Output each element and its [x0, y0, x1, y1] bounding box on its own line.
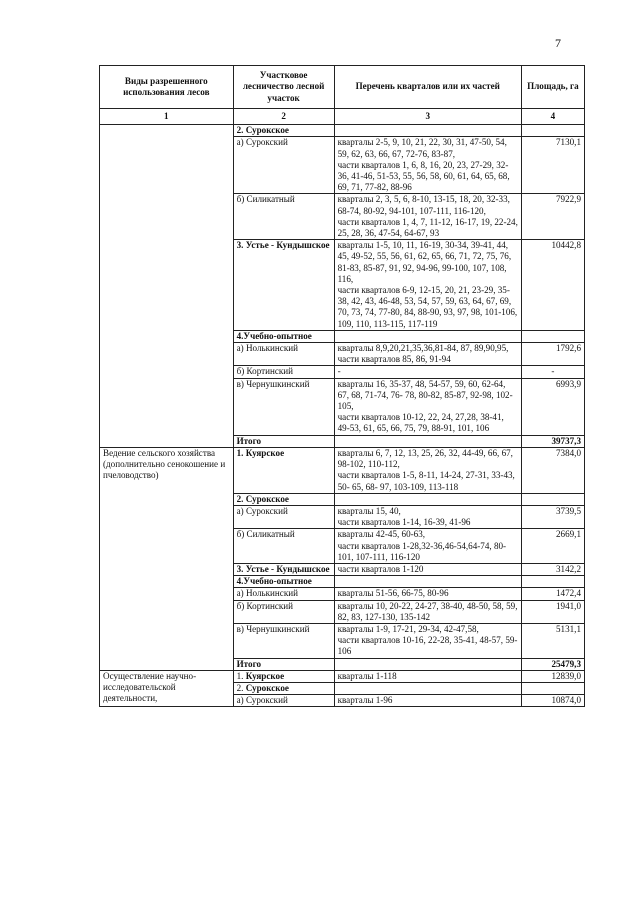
forestry-number: 2.	[236, 682, 246, 693]
col-number-4: 4	[521, 109, 584, 125]
quarters-cell: кварталы 16, 35-37, 48, 54-57, 59, 60, 62-64, 67, 68, 71-74, 76- 78, 80-82, 85-87, 92-98, 102-105, части кварталов 10-12, 22, 24, 27,28, 38-41, 49-53, 61, 65, 66, 75, 79, 88-91, 101, 106	[334, 378, 521, 435]
page-number: 7	[555, 36, 561, 50]
quarters-cell	[334, 682, 521, 694]
forestry-cell	[233, 670, 334, 682]
quarters-cell: кварталы 1-118	[334, 670, 521, 682]
forestry-cell: 4.Учебно-опытное	[233, 330, 334, 342]
forestry-cell: 4.Учебно-опытное	[233, 576, 334, 588]
forestry-cell: а) Нолькинский	[233, 343, 334, 366]
quarters-cell: кварталы 15, 40, части кварталов 1-14, 16-39, 41-96	[334, 505, 521, 528]
table-row	[100, 125, 585, 137]
use-type-cell: Осуществление научно-исследовательской деятельности,	[100, 670, 234, 707]
forestry-cell: б) Кортинский	[233, 600, 334, 623]
area-cell	[521, 576, 584, 588]
col-number-3: 3	[334, 109, 521, 125]
forestry-cell	[233, 682, 334, 694]
area-cell: 6993,9	[521, 378, 584, 435]
forestry-cell: а) Сурокский	[233, 695, 334, 707]
table-body	[100, 125, 585, 707]
area-cell	[521, 493, 584, 505]
area-cell: 5131,1	[521, 623, 584, 658]
quarters-cell	[334, 330, 521, 342]
area-cell: 1792,6	[521, 343, 584, 366]
forestry-cell: в) Чернушкинский	[233, 623, 334, 658]
area-cell	[521, 682, 584, 694]
header-quarters: Перечень кварталов или их частей	[334, 66, 521, 109]
area-cell: 3142,2	[521, 563, 584, 575]
use-type-cell	[100, 125, 234, 448]
quarters-cell	[334, 658, 521, 670]
forest-use-table	[99, 65, 585, 707]
forestry-cell: а) Сурокский	[233, 505, 334, 528]
quarters-cell: кварталы 1-96	[334, 695, 521, 707]
area-cell: 10874,0	[521, 695, 584, 707]
area-cell	[521, 125, 584, 137]
table-row	[100, 670, 585, 682]
area-cell: 1472,4	[521, 588, 584, 600]
quarters-cell: кварталы 2-5, 9, 10, 21, 22, 30, 31, 47-50, 54, 59, 62, 63, 66, 67, 72-76, 83-87, части кварталов 1, 6, 8, 16, 20, 23, 27-29, 32-36, 41-46, 51-53, 55, 56, 58, 60, 61, 64, 65, 68, 69, 71, 77-82, 88-96	[334, 137, 521, 194]
area-cell: 12839,0	[521, 670, 584, 682]
use-type-cell: Ведение сельского хозяйства (дополнительно сенокошение и пчеловодство)	[100, 447, 234, 670]
quarters-cell: кварталы 51-56, 66-75, 80-96	[334, 588, 521, 600]
col-number-1: 1	[100, 109, 234, 125]
header-forestry: Участковое лесничество лесной участок	[233, 66, 334, 109]
total-area-cell: 39737,3	[521, 435, 584, 447]
total-label: Итого	[233, 658, 334, 670]
forestry-cell: б) Кортинский	[233, 366, 334, 378]
forestry-cell: 2. Сурокское	[233, 125, 334, 137]
forestry-cell: б) Силикатный	[233, 529, 334, 564]
forestry-cell: а) Сурокский	[233, 137, 334, 194]
quarters-cell	[334, 493, 521, 505]
quarters-cell: кварталы 1-9, 17-21, 29-34, 42-47,58, части кварталов 10-16, 22-28, 35-41, 48-57, 59-106	[334, 623, 521, 658]
forestry-cell: а) Нолькинский	[233, 588, 334, 600]
quarters-cell: кварталы 6, 7, 12, 13, 25, 26, 32, 44-49, 66, 67, 98-102, 110-112, части кварталов 1-5, 8-11, 14-24, 27-31, 33-43, 50- 65, 68- 97, 103-109, 113-118	[334, 447, 521, 493]
area-cell: 1941,0	[521, 600, 584, 623]
forestry-cell: 3. Устье - Кундышское	[233, 240, 334, 331]
quarters-cell: кварталы 8,9,20,21,35,36,81-84, 87, 89,90,95, части кварталов 85, 86, 91-94	[334, 343, 521, 366]
total-area-cell: 25479,3	[521, 658, 584, 670]
area-cell: 7922,9	[521, 194, 584, 240]
forestry-cell: б) Силикатный	[233, 194, 334, 240]
forestry-cell: 3. Устье - Кундышское	[233, 563, 334, 575]
area-cell	[521, 330, 584, 342]
table-row	[100, 447, 585, 493]
forestry-cell: 1. Куярское	[233, 447, 334, 493]
area-cell: 10442,8	[521, 240, 584, 331]
quarters-cell: -	[334, 366, 521, 378]
quarters-cell	[334, 125, 521, 137]
quarters-cell	[334, 576, 521, 588]
area-cell: 7384,0	[521, 447, 584, 493]
header-area: Площадь, га	[521, 66, 584, 109]
forestry-cell: 2. Сурокское	[233, 493, 334, 505]
area-cell: -	[521, 366, 584, 378]
col-number-2: 2	[233, 109, 334, 125]
quarters-cell: кварталы 2, 3, 5, 6, 8-10, 13-15, 18, 20, 32-33, 68-74, 80-92, 94-101, 107-111, 116-120, части кварталов 1, 4, 7, 11-12, 16-17, 19, 22-24, 25, 28, 36, 47-54, 64-67, 93	[334, 194, 521, 240]
quarters-cell: части кварталов 1-120	[334, 563, 521, 575]
forestry-cell: в) Чернушкинский	[233, 378, 334, 435]
quarters-cell: кварталы 1-5, 10, 11, 16-19, 30-34, 39-41, 44, 45, 49-52, 55, 56, 61, 62, 65, 66, 71, 72, 75, 76, 81-83, 85-87, 91, 92, 94-96, 99-100, 107, 108, 116, части кварталов 6-9, 12-15, 20, 21, 23-29, 35-38, 42, 43, 46-48, 53, 54, 57, 59, 63, 64, 67, 69, 70, 73, 74, 77-80, 84, 88-90, 93, 97, 98, 101-106, 109, 110, 113-115, 117-119	[334, 240, 521, 331]
area-cell: 7130,1	[521, 137, 584, 194]
forestry-name: Куярское	[245, 670, 285, 681]
forestry-number: 1.	[236, 670, 246, 681]
area-cell: 2669,1	[521, 529, 584, 564]
area-cell: 3739,5	[521, 505, 584, 528]
quarters-cell	[334, 435, 521, 447]
column-number-row	[100, 109, 585, 125]
forestry-name: Сурокское	[245, 682, 289, 693]
total-label: Итого	[233, 435, 334, 447]
header-use-type: Виды разрешенного использования лесов	[100, 66, 234, 109]
quarters-cell: кварталы 10, 20-22, 24-27, 38-40, 48-50, 58, 59, 82, 83, 127-130, 135-142	[334, 600, 521, 623]
quarters-cell: кварталы 42-45, 60-63, части кварталов 1-28,32-36,46-54,64-74, 80-101, 107-111, 116-120	[334, 529, 521, 564]
table-header-row	[100, 66, 585, 109]
